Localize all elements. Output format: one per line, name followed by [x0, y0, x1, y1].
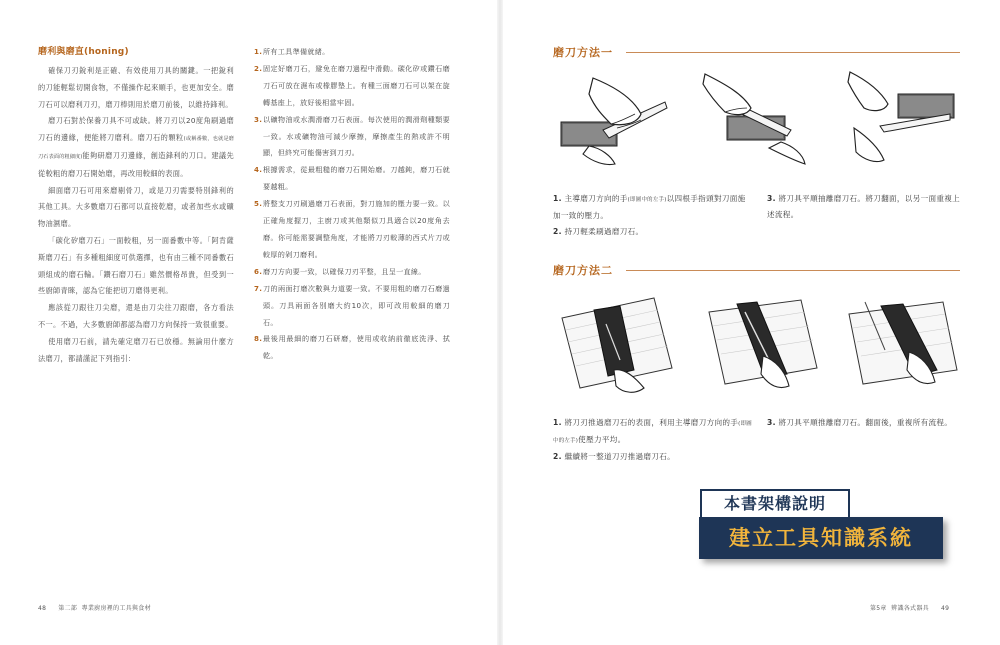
paragraph: 「碳化矽磨刀石」一面較粗，另一面番數中等。「阿肯薩斯磨刀石」有多種粗細度可供選擇，也有由三種不同番數石頭組成的磨石輪。「鑽石磨刀石」雖然價格昂貴，但受到一些廚師青睞，認為它能把切刀磨得更利。 [38, 235, 234, 296]
step-number: 2. [254, 63, 263, 73]
paragraph-text: 能夠研磨刀刃邊緣，創造鋒利的刀口。建議先從較粗的磨刀石開始磨，再改用較細的表面。 [38, 150, 234, 178]
method2-caption-right [767, 415, 967, 431]
step-item [254, 61, 450, 112]
step-number: 1. [254, 47, 263, 56]
caption-note: (即圖中的左手) [553, 421, 752, 444]
step-text: 根據需求，從最粗糙的磨刀石開始磨。刀越鈍，磨刀石就要越粗。 [263, 165, 450, 192]
step-text: 以礦物油或水潤滑磨刀石表面。每次使用的潤滑劑種類要一致。水或礦物油可減少摩擦，摩擦產生的熱或許不明顯，但終究可能傷害到刀刃。 [263, 114, 450, 158]
step-item [254, 281, 450, 332]
paragraph: 使用磨刀石前，請先確定磨刀石已放穩。無論用什麼方法磨刀，都請謹記下列指引： [38, 336, 234, 363]
step-item [254, 196, 450, 264]
caption-number: 1. [553, 194, 562, 203]
footer-chapter: 第5章 [870, 605, 887, 612]
paragraph-text: 磨刀石對於保養刀具不可或缺。將刀刃以20度角刷過磨刀石的邊緣，便能將刀磨利。磨刀石的顆粒 [38, 116, 234, 143]
caption-number: 1. [553, 418, 562, 427]
caption-item [553, 224, 753, 240]
caption-item [553, 415, 753, 449]
step-item [254, 331, 450, 365]
step-text: 所有工具準備就緒。 [263, 47, 330, 56]
banner-subtitle: 本書架構說明 [700, 489, 850, 519]
step-text: 將整支刀刃刷過磨刀石表面，對刀施加的壓力要一致。以正確角度握刀，主廚刀或其他類似刀具適合以20度角去磨。你可能需要調整角度，才能將刀刃較薄的西式片刀或較厚的剁刀磨利。 [263, 199, 450, 259]
step-number: 5. [254, 199, 263, 209]
footer-title: 辨識各式器具 [891, 605, 929, 612]
caption-number: 2. [553, 227, 562, 236]
caption-text: 將刀具平順抽離磨刀石。將刀翻面，以另一面重複上述流程。 [767, 194, 961, 219]
caption-text: 以四根手指頭對刀面施加一致的壓力。 [553, 194, 746, 220]
step-number: 7. [254, 283, 263, 293]
caption-text: 主導磨刀方向的手 [564, 194, 628, 203]
method2-caption-left [553, 415, 753, 465]
step-item [254, 162, 450, 196]
step-item [254, 112, 450, 163]
step-number: 3. [254, 114, 263, 124]
step-text: 固定好磨刀石，避免在磨刀過程中滑動。碳化矽或鑽石磨刀石可放在濕布或橡膠墊上。有種三面磨刀石可以架在旋轉基座上，放好後相當牢固。 [263, 63, 450, 107]
method1-caption-right [767, 191, 963, 223]
caption-item [767, 191, 963, 223]
caption-item [553, 449, 753, 465]
step-text: 最後用最細的磨刀石研磨，使用或收納前徹底洗淨、拭乾。 [263, 334, 450, 361]
method1-illustration-2 [695, 68, 817, 180]
left-footer [38, 603, 151, 612]
method1-illustration-3 [840, 68, 962, 180]
step-text: 刀的兩面打磨次數與力道要一致。不要用粗的磨刀石磨過頭。刀具兩面各別磨大約10次，即可改用較細的磨刀石。 [263, 283, 450, 327]
page-number: 48 [38, 605, 47, 612]
left-text-column [38, 44, 234, 367]
steps-column [254, 44, 450, 365]
caption-item [553, 191, 753, 224]
method1-title: 磨刀方法一 [553, 46, 613, 59]
method2-illustration-1 [558, 290, 676, 402]
grain-note: (或稱番數，也就是磨刀石表面的粗細度) [38, 136, 234, 160]
caption-text: 使壓力平均。 [578, 435, 626, 444]
page-number: 49 [940, 605, 950, 612]
method2-title: 磨刀方法二 [553, 264, 613, 277]
method2-illustration-2 [705, 290, 823, 402]
steps-list [254, 44, 450, 365]
section-heading: 磨利與磨直(honing) [38, 47, 129, 57]
step-number: 4. [254, 165, 263, 175]
step-number: 6. [254, 266, 263, 276]
footer-title: 專業廚房裡的工具與食材 [81, 605, 151, 612]
page-gutter [497, 0, 503, 645]
method2-illustration-3 [845, 290, 963, 402]
step-text: 磨刀方向要一致，以確保刀刃平整，且呈一直線。 [263, 266, 426, 276]
caption-text: 將刀具平順推離磨刀石。翻面後，重複所有流程。 [778, 418, 953, 427]
paragraph: 應該從刀跟往刀尖磨，還是由刀尖往刀跟磨，各方看法不一。不過，大多數廚師都認為磨刀方向保持一致很重要。 [38, 303, 234, 329]
method1-illustration-1 [553, 68, 675, 180]
caption-note: (即圖中的左手) [627, 197, 667, 203]
footer-part: 第二部 [58, 605, 78, 612]
caption-number: 3. [767, 194, 776, 203]
step-number: 8. [254, 334, 263, 344]
caption-text: 持刀輕柔刷過磨刀石。 [564, 227, 644, 236]
caption-text: 繼續將一整道刀刃推過磨刀石。 [564, 452, 676, 461]
step-item [254, 264, 450, 281]
caption-number: 3. [767, 418, 776, 427]
method1-caption-left [553, 191, 753, 240]
caption-item [767, 415, 967, 431]
paragraph [38, 113, 234, 182]
paragraph: 細面磨刀石可用來磨剔骨刀，或是刀刃需要特別鋒利的其他工具。大多數磨刀石都可以直接乾磨，或者加些水或礦物油濕磨。 [38, 185, 234, 229]
banner-title: 建立工具知識系統 [699, 517, 943, 559]
step-item [254, 44, 450, 61]
method1-rule [626, 52, 960, 53]
paragraph: 確保刀刃銳利是正確、有效使用刀具的關鍵。一把銳利的刀能輕鬆切開食物，不僅操作起來順手，也更加安全。磨刀石可以磨利刀刃，磨刀棒則用於磨刀前後，以維持鋒利。 [38, 66, 234, 109]
method2-rule [626, 270, 960, 271]
caption-text: 將刀刃推過磨刀石的表面，利用主導磨刀方向的手 [564, 418, 739, 427]
right-footer [870, 603, 949, 612]
caption-number: 2. [553, 452, 562, 461]
